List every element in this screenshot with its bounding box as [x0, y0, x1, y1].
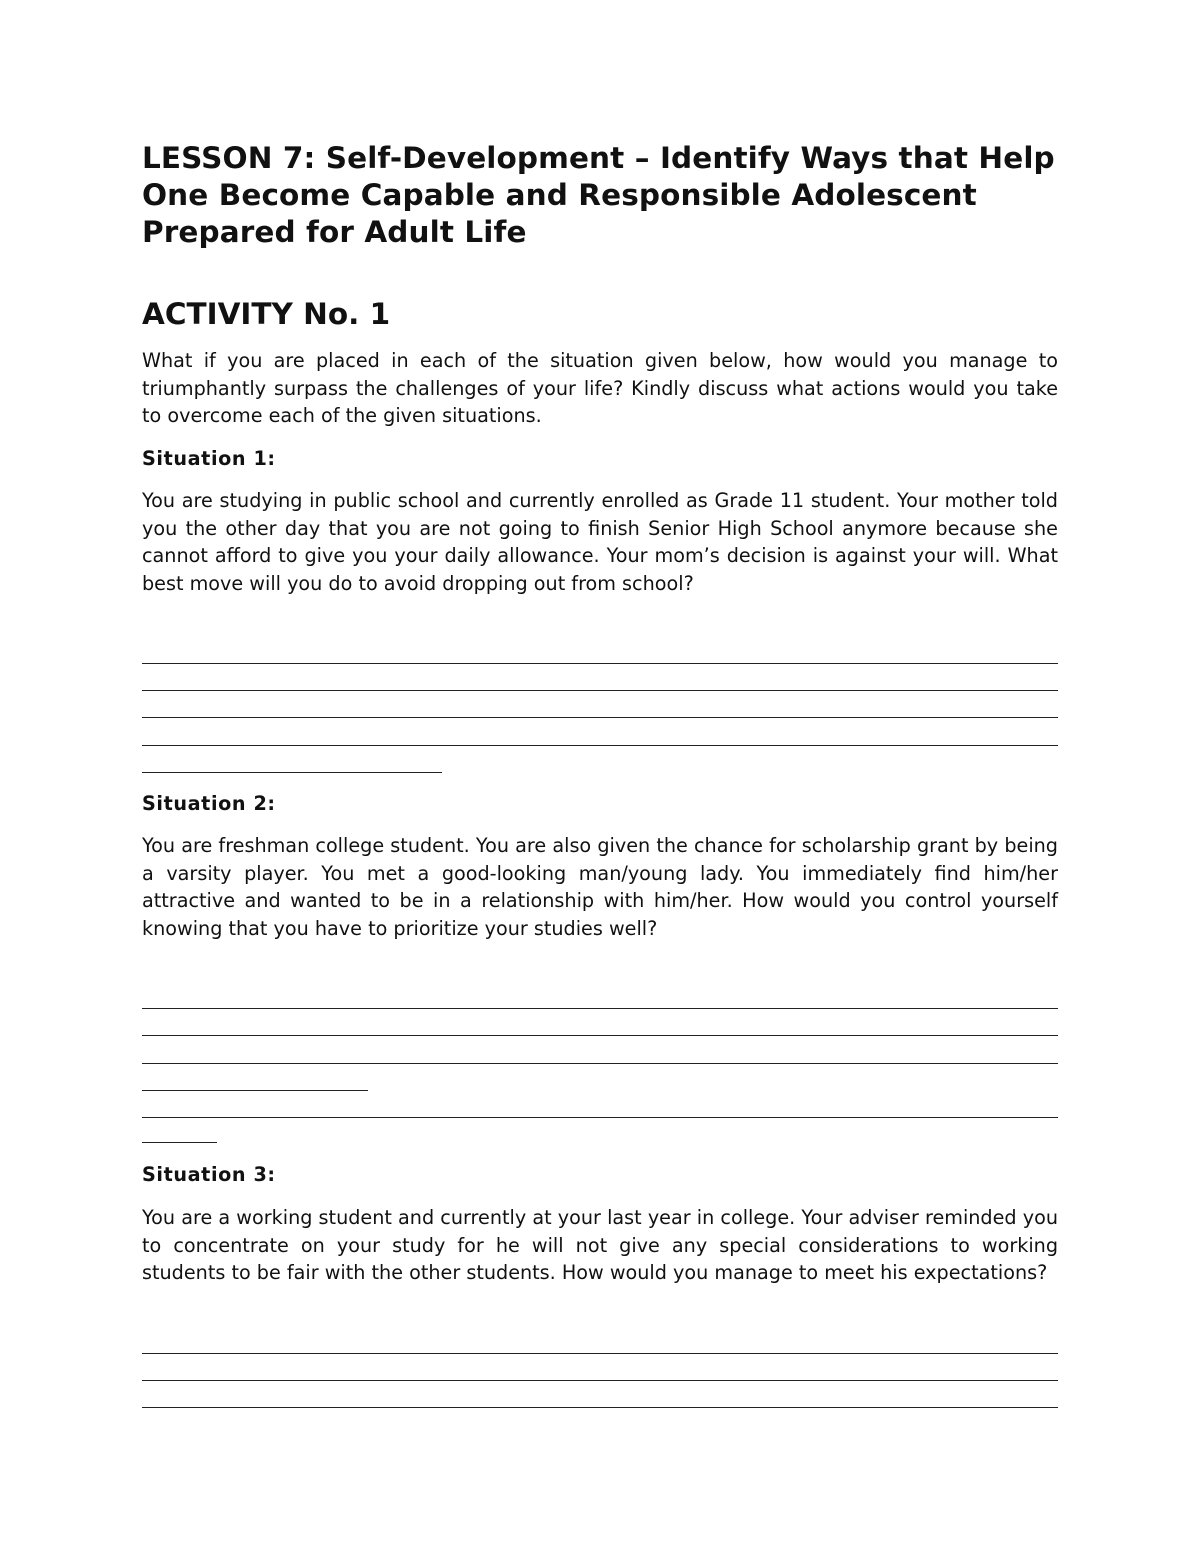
activity-instructions: What if you are placed in each of the situation given below, how would you manage to triumphantly surpass the challenges of your life? Kindly discuss what actions would you take to overcome each of the given situations.	[142, 349, 1058, 427]
situation-2-text: You are freshman college student. You are also given the chance for scholarship grant by being a varsity player. You met a good-looking man/young lady. You immediately find him/her attractive and wanted to be in a relationship with him/her. How would you control yourself knowing that you have to prioritize your studies well?	[142, 834, 1058, 940]
answer-line[interactable]	[142, 1117, 1058, 1118]
answer-line[interactable]	[142, 745, 1058, 746]
answer-line[interactable]	[142, 1063, 1058, 1064]
answer-line[interactable]	[142, 1035, 1058, 1036]
answer-line[interactable]	[142, 772, 442, 773]
answer-line[interactable]	[142, 1407, 1058, 1408]
answer-line[interactable]	[142, 1380, 1058, 1381]
lesson-title: LESSON 7: Self-Development – Identify Ways that Help One Become Capable and Responsible Adolescent Prepared for Adult Life	[142, 141, 1055, 249]
answer-line[interactable]	[142, 663, 1058, 664]
answer-line[interactable]	[142, 1353, 1058, 1354]
situation-1-text: You are studying in public school and currently enrolled as Grade 11 student. Your mother told you the other day that you are not going to finish Senior High School anymore because she cannot afford to give you your daily allowance. Your mom’s decision is against your will. What best move will you do to avoid dropping out from school?	[142, 489, 1058, 595]
situation-3-text: You are a working student and currently at your last year in college. Your adviser reminded you to concentrate on your study for he will not give any special considerations to working students to be fair with the other students. How would you manage to meet his expectations?	[142, 1206, 1058, 1284]
activity-title: ACTIVITY No. 1	[142, 297, 391, 331]
situation-3-heading: Situation 3:	[142, 1163, 276, 1186]
answer-line[interactable]	[142, 1008, 1058, 1009]
situation-1-heading: Situation 1:	[142, 447, 276, 470]
answer-line[interactable]	[142, 690, 1058, 691]
situation-2-heading: Situation 2:	[142, 792, 276, 815]
answer-line[interactable]	[142, 1142, 217, 1143]
answer-line[interactable]	[142, 717, 1058, 718]
answer-line[interactable]	[142, 1090, 368, 1091]
